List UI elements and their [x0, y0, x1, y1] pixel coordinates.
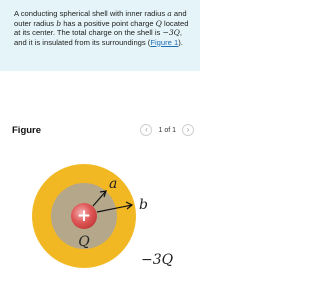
figure-header	[0, 120, 200, 140]
plus-sign: +	[76, 206, 92, 226]
variable-q: Q	[155, 18, 162, 28]
problem-text	[14, 9, 194, 47]
label-b: b	[139, 197, 148, 213]
figure-title: Figure	[12, 125, 42, 136]
problem-text-part: located at its center. The total charge on the shell is	[14, 18, 189, 38]
spherical-shell-figure	[0, 150, 200, 288]
label-q: Q	[78, 234, 90, 250]
variable-b: b	[56, 18, 62, 28]
figure-counter: 1 of 1	[158, 126, 176, 134]
problem-text-part: and outer radius	[14, 9, 187, 28]
label-a: a	[109, 176, 118, 192]
chevron-right-icon: ›	[186, 125, 190, 134]
prev-figure-button[interactable]	[140, 124, 152, 136]
figure-link[interactable]: Figure 1	[150, 37, 179, 47]
problem-text-part: ).	[178, 37, 183, 47]
figure-pagination	[140, 123, 194, 137]
variable-a: a	[167, 9, 172, 18]
shell-charge-expression: −3Q	[162, 28, 180, 38]
next-figure-button[interactable]	[182, 124, 194, 136]
chevron-left-icon: ‹	[145, 125, 148, 134]
problem-text-part: has a positive point charge	[61, 18, 156, 28]
label-shell-charge: −3Q	[141, 252, 174, 268]
problem-text-part: , and it is insulated from its surroundings (	[14, 28, 182, 47]
problem-text-part: A conducting spherical shell with inner radius	[14, 9, 168, 18]
problem-statement	[0, 0, 200, 71]
